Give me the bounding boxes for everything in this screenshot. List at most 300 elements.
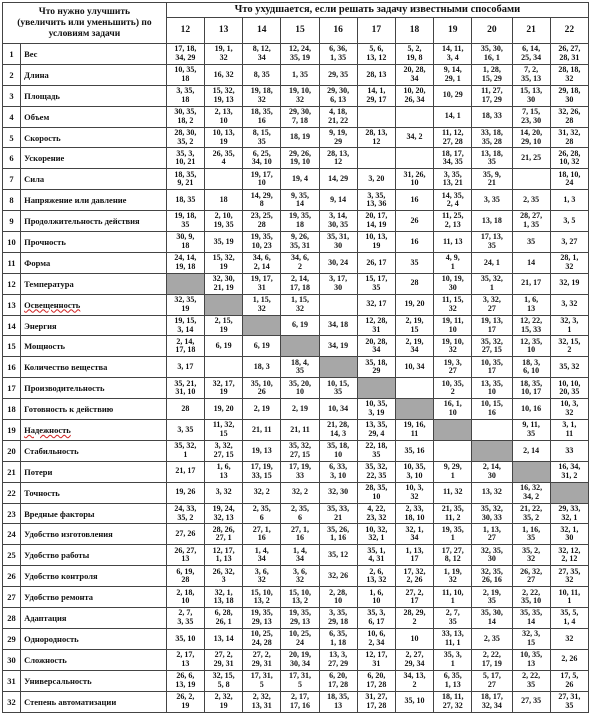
principle-cell: 18, 35 bbox=[166, 190, 204, 211]
row-number: 3 bbox=[3, 85, 21, 106]
principle-cell: 3, 6, 32 bbox=[243, 566, 281, 587]
principle-cell: 28, 30, 35, 2 bbox=[166, 127, 204, 148]
principle-cell: 13, 18 bbox=[472, 211, 512, 232]
parameter-name-text: Производительность bbox=[24, 383, 105, 394]
parameter-name bbox=[21, 64, 167, 85]
column-number: 20 bbox=[472, 17, 512, 43]
principle-cell: 32, 3, 15 bbox=[512, 628, 550, 649]
principle-cell: 18, 35, 10, 17 bbox=[512, 378, 550, 399]
principle-cell: 26, 35, 4 bbox=[205, 148, 243, 169]
principle-cell: 11, 15, 32 bbox=[434, 294, 472, 315]
row-number: 27 bbox=[3, 587, 21, 608]
table-row bbox=[3, 252, 589, 273]
principle-cell: 2, 14, 17, 18 bbox=[166, 336, 204, 357]
parameter-name bbox=[21, 211, 167, 232]
principle-cell: 19, 11, 10 bbox=[434, 315, 472, 336]
row-number: 21 bbox=[3, 461, 21, 482]
table-row bbox=[3, 670, 589, 691]
principle-cell: 21, 25 bbox=[512, 148, 550, 169]
principle-cell: 10, 35, 3, 10 bbox=[395, 461, 433, 482]
principle-cell: 35, 10 bbox=[395, 691, 433, 712]
principle-cell: 24, 1 bbox=[472, 252, 512, 273]
principle-cell: 28 bbox=[395, 273, 433, 294]
principle-cell: 7, 2, 35, 13 bbox=[512, 64, 550, 85]
column-number: 19 bbox=[434, 17, 472, 43]
principle-cell: 26, 32, 3 bbox=[205, 566, 243, 587]
row-number: 22 bbox=[3, 482, 21, 503]
parameter-name-text: Удобство контроля bbox=[24, 571, 98, 582]
principle-cell: 34, 19 bbox=[319, 336, 357, 357]
principle-cell: 18, 17, 32, 34 bbox=[472, 691, 512, 712]
principle-cell: 21, 17 bbox=[166, 461, 204, 482]
row-number: 17 bbox=[3, 378, 21, 399]
diagonal-cell bbox=[550, 482, 588, 503]
principle-cell: 28, 1, 32 bbox=[550, 252, 588, 273]
principle-cell: 11, 13 bbox=[434, 232, 472, 253]
principle-cell: 2, 14, 30 bbox=[472, 461, 512, 482]
principle-cell: 2, 22, 17, 19 bbox=[472, 649, 512, 670]
principle-cell: 34, 2 bbox=[395, 127, 433, 148]
parameter-name-text: Однородность bbox=[24, 633, 79, 644]
principle-cell: 33 bbox=[550, 440, 588, 461]
principle-cell: 32, 19 bbox=[550, 273, 588, 294]
principle-cell: 19, 35, 29, 13 bbox=[281, 608, 319, 629]
parameter-name bbox=[21, 649, 167, 670]
principle-cell: 18, 3 bbox=[243, 357, 281, 378]
principle-cell: 2, 19 bbox=[243, 399, 281, 420]
parameter-name-text: Мощность bbox=[24, 341, 66, 352]
principle-cell: 3, 35, 29, 18 bbox=[319, 608, 357, 629]
principle-cell: 21, 11 bbox=[281, 420, 319, 441]
principle-cell: 20, 28, 34 bbox=[395, 64, 433, 85]
column-number: 18 bbox=[395, 17, 433, 43]
row-number: 5 bbox=[3, 127, 21, 148]
principle-cell: 10, 3, 32 bbox=[395, 482, 433, 503]
principle-cell: 35, 33, 21 bbox=[319, 503, 357, 524]
principle-cell: 35, 32, 30, 33 bbox=[472, 503, 512, 524]
principle-cell: 32, 26, 28 bbox=[550, 106, 588, 127]
principle-cell: 26, 6, 13, 19 bbox=[166, 670, 204, 691]
header-improve-text: Что нужно улучшить (увеличить или уменьшить) по условиям задачи bbox=[17, 6, 152, 39]
parameter-name bbox=[21, 148, 167, 169]
parameter-name-text: Степень автоматизации bbox=[24, 696, 117, 707]
parameter-name-text: Скорость bbox=[24, 132, 61, 143]
table-row bbox=[3, 211, 589, 232]
parameter-name bbox=[21, 127, 167, 148]
principle-cell: 1, 6, 13 bbox=[205, 461, 243, 482]
principle-cell: 10, 19, 30 bbox=[434, 273, 472, 294]
principle-cell: 12, 35, 10 bbox=[512, 336, 550, 357]
parameter-name-text: Температура bbox=[24, 278, 74, 289]
principle-cell: 34, 13, 2 bbox=[395, 670, 433, 691]
row-number: 9 bbox=[3, 211, 21, 232]
table-row bbox=[3, 503, 589, 524]
principle-cell: 1, 3 bbox=[550, 190, 588, 211]
principle-cell: 3, 32 bbox=[550, 294, 588, 315]
row-number: 14 bbox=[3, 315, 21, 336]
parameter-name bbox=[21, 440, 167, 461]
principle-cell: 2, 22, 35, 10 bbox=[512, 587, 550, 608]
row-number: 12 bbox=[3, 273, 21, 294]
principle-cell: 4, 18, 21, 22 bbox=[319, 106, 357, 127]
principle-cell: 32, 15, 5, 8 bbox=[205, 670, 243, 691]
diagonal-cell bbox=[243, 315, 281, 336]
principle-cell: 35, 3, 6, 17 bbox=[357, 608, 395, 629]
principle-cell: 15, 13, 30 bbox=[512, 85, 550, 106]
table-body bbox=[3, 44, 589, 713]
principle-cell: 13, 35, 10 bbox=[472, 378, 512, 399]
principle-cell: 26, 27, 28, 31 bbox=[550, 44, 588, 65]
principle-cell: 32, 17, 19 bbox=[205, 378, 243, 399]
row-number: 19 bbox=[3, 420, 21, 441]
principle-cell: 14, 29, 8 bbox=[243, 190, 281, 211]
principle-cell: 1, 35 bbox=[281, 64, 319, 85]
principle-cell: 3, 32, 27 bbox=[472, 294, 512, 315]
parameter-name-text: Объем bbox=[24, 111, 50, 122]
row-number: 11 bbox=[3, 252, 21, 273]
principle-cell: 1, 6, 10 bbox=[357, 587, 395, 608]
principle-cell: 14 bbox=[512, 252, 550, 273]
principle-cell: 18, 35, 9, 21 bbox=[166, 169, 204, 190]
principle-cell: 29, 30, 6, 13 bbox=[319, 85, 357, 106]
principle-cell: 35, 32 bbox=[550, 357, 588, 378]
principle-cell: 11, 32, 15 bbox=[205, 420, 243, 441]
principle-cell: 27, 1, 16 bbox=[281, 524, 319, 545]
principle-cell: 32, 12, 2, 12 bbox=[550, 545, 588, 566]
parameter-name bbox=[21, 106, 167, 127]
principle-cell: 27, 1, 16 bbox=[243, 524, 281, 545]
table-row bbox=[3, 315, 589, 336]
principle-cell: 32, 2 bbox=[281, 482, 319, 503]
principle-cell: 6, 19 bbox=[205, 336, 243, 357]
principle-cell bbox=[434, 440, 472, 461]
parameter-name bbox=[21, 566, 167, 587]
principle-cell: 8, 35 bbox=[243, 64, 281, 85]
principle-cell: 19, 35, 1 bbox=[434, 524, 472, 545]
diagonal-cell bbox=[319, 357, 357, 378]
table-row bbox=[3, 378, 589, 399]
principle-cell: 18, 11, 27, 32 bbox=[434, 691, 472, 712]
principle-cell: 13, 18, 35 bbox=[472, 148, 512, 169]
parameter-name bbox=[21, 587, 167, 608]
principle-cell: 19, 13 bbox=[243, 440, 281, 461]
diagonal-cell bbox=[205, 294, 243, 315]
principle-cell: 1, 13, 27 bbox=[472, 524, 512, 545]
principle-cell: 20, 19, 30, 34 bbox=[281, 649, 319, 670]
parameter-name bbox=[21, 169, 167, 190]
table-row bbox=[3, 273, 589, 294]
principle-cell: 1, 6, 13 bbox=[512, 294, 550, 315]
principle-cell: 13, 32 bbox=[472, 482, 512, 503]
principle-cell: 27, 35 bbox=[512, 691, 550, 712]
principle-cell: 26 bbox=[395, 211, 433, 232]
principle-cell: 3, 32 bbox=[205, 482, 243, 503]
principle-cell: 14, 35, 2, 4 bbox=[434, 190, 472, 211]
row-number: 26 bbox=[3, 566, 21, 587]
principle-cell: 19, 17, 10 bbox=[243, 169, 281, 190]
principle-cell: 32, 1, 34 bbox=[395, 524, 433, 545]
principle-cell: 34, 6, 2 bbox=[281, 252, 319, 273]
principle-cell: 14, 20, 29, 10 bbox=[512, 127, 550, 148]
principle-cell: 27, 2, 17 bbox=[395, 587, 433, 608]
principle-cell: 10, 29 bbox=[434, 85, 472, 106]
principle-cell: 16, 34, 31, 2 bbox=[550, 461, 588, 482]
principle-cell: 33, 13, 11, 1 bbox=[434, 628, 472, 649]
principle-cell: 15, 10, 13, 2 bbox=[243, 587, 281, 608]
principle-cell: 19, 15, 3, 14 bbox=[166, 315, 204, 336]
principle-cell: 1, 28, 15, 29 bbox=[472, 64, 512, 85]
principle-cell: 10, 25, 24, 28 bbox=[243, 628, 281, 649]
principle-cell: 6, 35, 1, 18 bbox=[319, 628, 357, 649]
table-row bbox=[3, 628, 589, 649]
principle-cell: 4, 22, 23, 32 bbox=[357, 503, 395, 524]
principle-cell: 18, 4, 35 bbox=[281, 357, 319, 378]
principle-cell: 32, 30 bbox=[319, 482, 357, 503]
principle-cell: 21, 35, 11, 2 bbox=[434, 503, 472, 524]
principle-cell: 11, 25, 2, 13 bbox=[434, 211, 472, 232]
principle-cell: 6, 19 bbox=[281, 315, 319, 336]
column-number: 22 bbox=[550, 17, 588, 43]
principle-cell: 21, 28, 14, 3 bbox=[319, 420, 357, 441]
diagonal-cell bbox=[395, 399, 433, 420]
principle-cell: 35, 32, 1 bbox=[472, 273, 512, 294]
principle-cell: 15, 17, 35 bbox=[357, 273, 395, 294]
principle-cell: 6, 19 bbox=[243, 336, 281, 357]
principle-cell: 18, 35, 16 bbox=[243, 106, 281, 127]
principle-cell: 2, 19, 34 bbox=[395, 336, 433, 357]
principle-cell bbox=[395, 106, 433, 127]
principle-cell: 35, 32, 1 bbox=[166, 440, 204, 461]
principle-cell: 11, 12, 27, 28 bbox=[434, 127, 472, 148]
table-row bbox=[3, 420, 589, 441]
table-row bbox=[3, 649, 589, 670]
table-row bbox=[3, 482, 589, 503]
principle-cell: 3, 35, 13, 36 bbox=[357, 190, 395, 211]
principle-cell: 35, 3, 10, 21 bbox=[166, 148, 204, 169]
principle-cell bbox=[395, 148, 433, 169]
principle-cell: 2, 19, 35 bbox=[472, 587, 512, 608]
principle-cell: 5, 17, 27 bbox=[472, 670, 512, 691]
row-number: 25 bbox=[3, 545, 21, 566]
principle-cell: 2, 17, 13 bbox=[166, 649, 204, 670]
principle-cell: 19, 35, 18 bbox=[281, 211, 319, 232]
principle-cell: 17, 31, 5 bbox=[281, 670, 319, 691]
principle-cell: 31, 32, 28 bbox=[550, 127, 588, 148]
parameter-name-text: Продолжительность действия bbox=[24, 216, 140, 227]
principle-cell: 17, 13, 35 bbox=[472, 232, 512, 253]
principle-cell: 17, 5, 26 bbox=[550, 670, 588, 691]
row-number: 4 bbox=[3, 106, 21, 127]
principle-cell: 32, 30, 21, 19 bbox=[205, 273, 243, 294]
row-number: 23 bbox=[3, 503, 21, 524]
principle-cell: 3, 35, 13, 21 bbox=[434, 169, 472, 190]
principle-cell: 28, 13 bbox=[357, 64, 395, 85]
principle-cell: 35, 2, 32 bbox=[512, 545, 550, 566]
principle-cell: 19, 13, 17 bbox=[472, 315, 512, 336]
principle-cell: 33, 18, 35, 28 bbox=[472, 127, 512, 148]
principle-cell: 32, 3, 1 bbox=[550, 315, 588, 336]
principle-cell: 2, 35 bbox=[472, 628, 512, 649]
principle-cell: 10, 35, 13 bbox=[512, 649, 550, 670]
parameter-name bbox=[21, 399, 167, 420]
principle-cell: 29, 18, 30 bbox=[550, 85, 588, 106]
principle-cell: 16, 32, 34, 2 bbox=[512, 482, 550, 503]
principle-cell: 3, 32, 27, 15 bbox=[205, 440, 243, 461]
principle-cell bbox=[205, 357, 243, 378]
principle-cell: 19, 26 bbox=[166, 482, 204, 503]
parameter-name-text: Форма bbox=[24, 257, 51, 268]
row-number: 20 bbox=[3, 440, 21, 461]
principle-cell bbox=[205, 169, 243, 190]
principle-cell: 24, 33, 35, 2 bbox=[166, 503, 204, 524]
row-number: 16 bbox=[3, 357, 21, 378]
principle-cell: 2, 26 bbox=[550, 649, 588, 670]
parameter-name bbox=[21, 545, 167, 566]
column-number: 13 bbox=[205, 17, 243, 43]
principle-cell: 34, 6, 2, 14 bbox=[243, 252, 281, 273]
principle-cell: 12, 17, 1, 13 bbox=[205, 545, 243, 566]
parameter-name bbox=[21, 315, 167, 336]
principle-cell: 2, 35, 6 bbox=[281, 503, 319, 524]
principle-cell: 3, 6, 32 bbox=[281, 566, 319, 587]
principle-cell: 29, 33, 32, 1 bbox=[550, 503, 588, 524]
principle-cell: 17, 31, 5 bbox=[243, 670, 281, 691]
table-row bbox=[3, 106, 589, 127]
principle-cell: 15, 32, 19, 13 bbox=[205, 85, 243, 106]
principle-cell: 21, 22, 35, 2 bbox=[512, 503, 550, 524]
principle-cell: 18 bbox=[205, 190, 243, 211]
parameter-name-text: Ускорение bbox=[24, 153, 65, 164]
principle-cell: 6, 28, 26, 1 bbox=[205, 608, 243, 629]
principle-cell: 1, 19, 32 bbox=[434, 566, 472, 587]
parameter-name bbox=[21, 357, 167, 378]
row-number: 28 bbox=[3, 608, 21, 629]
row-number: 15 bbox=[3, 336, 21, 357]
principle-cell: 18, 10, 24 bbox=[550, 169, 588, 190]
table-row bbox=[3, 608, 589, 629]
row-number: 24 bbox=[3, 524, 21, 545]
principle-cell: 26, 28, 10, 32 bbox=[550, 148, 588, 169]
principle-cell: 17, 27, 8, 12 bbox=[434, 545, 472, 566]
principle-cell: 35, 30, 14 bbox=[472, 608, 512, 629]
principle-cell: 17, 19, 33 bbox=[281, 461, 319, 482]
principle-cell: 10, 35, 2 bbox=[434, 378, 472, 399]
principle-cell: 35, 16 bbox=[395, 440, 433, 461]
principle-cell: 28, 26, 27, 1 bbox=[205, 524, 243, 545]
parameter-name-text: Готовность к действию bbox=[24, 404, 114, 415]
principle-cell: 10, 32, 32, 1 bbox=[357, 524, 395, 545]
principle-cell: 15, 32, 19 bbox=[205, 252, 243, 273]
principle-cell: 19, 3, 27 bbox=[434, 357, 472, 378]
principle-cell: 3, 5 bbox=[550, 211, 588, 232]
principle-cell: 9, 19, 29 bbox=[319, 127, 357, 148]
table-row bbox=[3, 44, 589, 65]
principle-cell: 6, 36, 1, 35 bbox=[319, 44, 357, 65]
principle-cell: 32, 26 bbox=[319, 566, 357, 587]
principle-cell: 1, 4, 34 bbox=[281, 545, 319, 566]
column-number: 17 bbox=[357, 17, 395, 43]
principle-cell: 2, 32, 19 bbox=[205, 691, 243, 712]
principle-cell: 3, 14, 30, 35 bbox=[319, 211, 357, 232]
table-row bbox=[3, 232, 589, 253]
principle-cell: 29, 30, 7, 18 bbox=[281, 106, 319, 127]
principle-cell: 22, 18, 35 bbox=[357, 440, 395, 461]
principle-cell: 27, 2, 29, 31 bbox=[205, 649, 243, 670]
principle-cell: 12, 17, 31 bbox=[357, 649, 395, 670]
principle-cell: 18, 17, 34, 35 bbox=[434, 148, 472, 169]
principle-cell: 2, 19 bbox=[281, 399, 319, 420]
table-row bbox=[3, 587, 589, 608]
principle-cell: 2, 14 bbox=[512, 440, 550, 461]
principle-cell: 21, 17 bbox=[512, 273, 550, 294]
parameter-name bbox=[21, 273, 167, 294]
principle-cell: 2, 33, 18, 10 bbox=[395, 503, 433, 524]
principle-cell: 6, 33, 3, 10 bbox=[319, 461, 357, 482]
principle-cell: 30, 24 bbox=[319, 252, 357, 273]
principle-cell: 10, 25, 24 bbox=[281, 628, 319, 649]
column-number: 21 bbox=[512, 17, 550, 43]
principle-cell: 18, 33 bbox=[472, 106, 512, 127]
principle-cell: 8, 12, 34 bbox=[243, 44, 281, 65]
principle-cell: 19, 20 bbox=[205, 399, 243, 420]
principle-cell: 35, 20, 10 bbox=[281, 378, 319, 399]
principle-cell: 1, 16, 35 bbox=[512, 524, 550, 545]
principle-cell: 16, 32 bbox=[205, 64, 243, 85]
principle-cell: 9, 14 bbox=[319, 190, 357, 211]
principle-cell: 35 bbox=[512, 232, 550, 253]
principle-cell: 3, 1, 11 bbox=[550, 420, 588, 441]
principle-cell: 16, 1, 10 bbox=[434, 399, 472, 420]
principle-cell: 32, 15, 2 bbox=[550, 336, 588, 357]
principle-cell: 2, 14, 17, 18 bbox=[281, 273, 319, 294]
parameter-name bbox=[21, 85, 167, 106]
principle-cell: 6, 14, 25, 34 bbox=[512, 44, 550, 65]
principle-cell: 12, 22, 15, 33 bbox=[512, 315, 550, 336]
parameter-name bbox=[21, 44, 167, 65]
principle-cell: 35, 32, 22, 35 bbox=[357, 461, 395, 482]
principle-cell: 3, 17, 30 bbox=[319, 273, 357, 294]
principle-cell: 1, 15, 32 bbox=[281, 294, 319, 315]
parameter-name-text: Надежность bbox=[24, 424, 71, 435]
principle-cell: 19, 24, 32, 13 bbox=[205, 503, 243, 524]
principle-cell: 21, 11 bbox=[243, 420, 281, 441]
principle-cell: 6, 20, 17, 28 bbox=[319, 670, 357, 691]
principle-cell: 35, 10, 26 bbox=[243, 378, 281, 399]
principle-cell: 14, 11, 3, 4 bbox=[434, 44, 472, 65]
principle-cell bbox=[472, 420, 512, 441]
principle-cell: 2, 10, 19, 35 bbox=[205, 211, 243, 232]
table-row bbox=[3, 524, 589, 545]
parameter-name bbox=[21, 608, 167, 629]
parameter-name-text: Точность bbox=[24, 487, 60, 498]
principle-cell: 13, 35, 29, 4 bbox=[357, 420, 395, 441]
contradiction-table bbox=[2, 2, 589, 713]
principle-cell: 19, 35, 10, 23 bbox=[243, 232, 281, 253]
row-number: 10 bbox=[3, 232, 21, 253]
principle-cell: 2, 15, 19 bbox=[205, 315, 243, 336]
principle-cell: 4, 9, 1 bbox=[434, 252, 472, 273]
principle-cell: 26, 17 bbox=[357, 252, 395, 273]
triz-matrix bbox=[2, 2, 589, 710]
principle-cell: 35, 32, 27, 15 bbox=[281, 440, 319, 461]
table-row bbox=[3, 169, 589, 190]
principle-cell: 13, 3, 27, 29 bbox=[319, 649, 357, 670]
table-row bbox=[3, 440, 589, 461]
principle-cell: 20, 28, 34 bbox=[357, 336, 395, 357]
parameter-name-text: Универсальность bbox=[24, 675, 92, 686]
row-number: 29 bbox=[3, 628, 21, 649]
principle-cell: 35, 18, 10 bbox=[319, 440, 357, 461]
